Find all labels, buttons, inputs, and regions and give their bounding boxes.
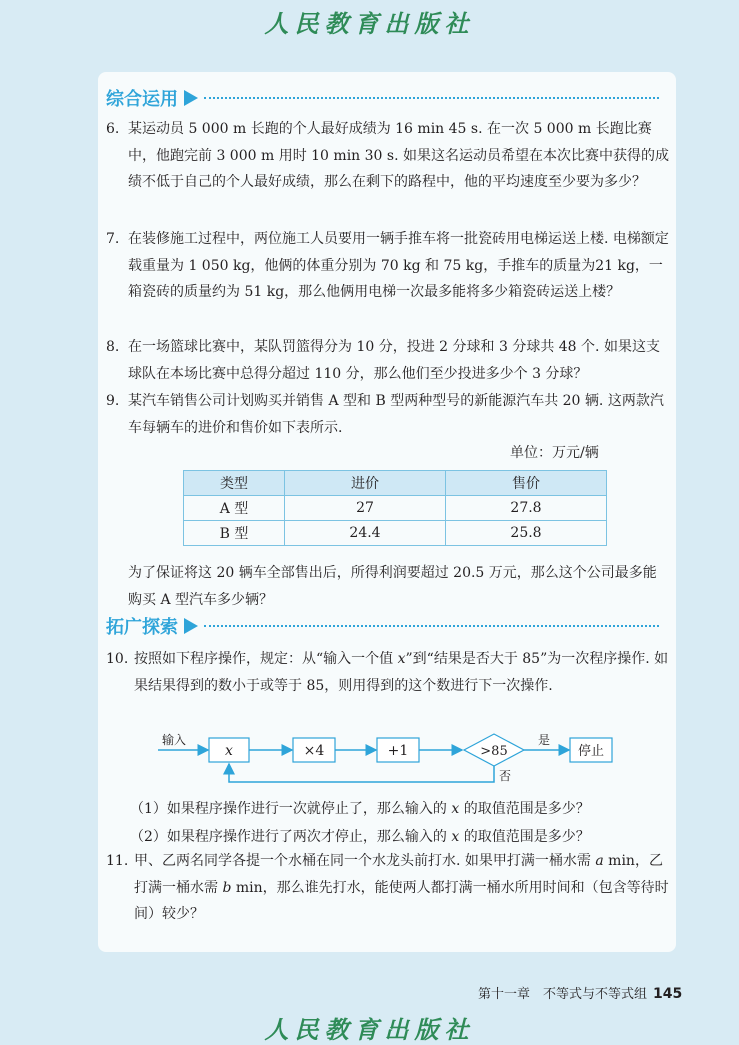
question-8 — [106, 334, 670, 387]
flow-input-label: 输入 — [162, 733, 187, 747]
question-number: 9. — [106, 393, 120, 409]
question-10-part-2 — [130, 826, 590, 846]
dotted-divider — [204, 625, 659, 627]
variable-x: x — [451, 829, 460, 845]
question-number: 11. — [106, 853, 129, 869]
publisher-logo-top: 人民教育出版社 — [264, 9, 475, 38]
section-heading-comprehensive — [106, 86, 659, 110]
table-cell: 27 — [285, 496, 446, 521]
question-text-part: ”到“结果是否大于 85”为一次程序操作. 如果结果得到的数小于或等于 85，则用得到的这个数进行下一次操作. — [134, 651, 669, 694]
variable-x: x — [397, 651, 406, 667]
flow-no-label: 否 — [499, 769, 512, 783]
table-unit-label: 单位：万元/辆 — [510, 445, 599, 461]
question-9 — [106, 388, 670, 441]
question-number: 7. — [106, 231, 120, 247]
sub-question-text: 的取值范围是多少？ — [459, 829, 590, 845]
table-header-cell: 售价 — [446, 471, 607, 496]
question-text-part: min，乙打满一桶水需 — [134, 853, 663, 896]
question-text — [134, 848, 670, 928]
table-cell: B 型 — [184, 521, 285, 546]
question-10-part-1 — [130, 798, 590, 818]
flow-box-multiply-text: ×4 — [303, 743, 325, 759]
question-number: 6. — [106, 121, 120, 137]
question-7 — [106, 226, 670, 306]
table-header-row — [184, 471, 607, 496]
variable-x: x — [451, 801, 460, 817]
table-header-cell: 进价 — [285, 471, 446, 496]
section-heading-label: 综合运用 — [106, 89, 178, 110]
question-10 — [106, 646, 670, 699]
page-number: 145 — [653, 986, 683, 1002]
question-text — [134, 646, 670, 699]
question-number: 10. — [106, 651, 129, 667]
publisher-logo-bottom: 人民教育出版社 — [264, 1015, 475, 1044]
question-text: 某汽车销售公司计划购买并销售 A 型和 B 型两种型号的新能源汽车共 20 辆. 这两款汽车每辆车的进价和售价如下表所示. — [128, 393, 664, 436]
section-heading-label: 拓广探索 — [106, 617, 178, 638]
price-table — [183, 470, 607, 546]
chapter-title: 第十一章 不等式与不等式组 — [478, 987, 648, 1002]
question-text: 某运动员 5 000 m 长跑的个人最好成绩为 16 min 45 s. 在一次 5 000 m 长跑比赛中，他跑完前 3 000 m 用时 10 min 30 s. 如果这名运动员希望在本次比赛中获得的成绩不低于自己的个人最好成绩，那么在剩下的路程中，他的平均速度至少要为多少？ — [128, 121, 669, 190]
question-6 — [106, 116, 670, 196]
question-11 — [106, 848, 670, 928]
table-row — [184, 521, 607, 546]
variable-a: a — [595, 853, 604, 869]
question-text: 在一场篮球比赛中，某队罚篮得分为 10 分，投进 2 分球和 3 分球共 48 个. 如果这支球队在本场比赛中总得分超过 110 分，那么他们至少投进多少个 3 分球？ — [128, 339, 660, 382]
question-text-part: 按照如下程序操作，规定：从“输入一个值 — [134, 651, 398, 667]
section-heading-extension — [106, 614, 659, 638]
page-footer — [478, 983, 682, 1002]
flow-box-add-text: +1 — [387, 743, 409, 759]
table-row — [184, 496, 607, 521]
table-cell: 27.8 — [446, 496, 607, 521]
table-cell: 25.8 — [446, 521, 607, 546]
sub-question-text: （1）如果程序操作进行一次就停止了，那么输入的 — [130, 801, 452, 817]
sub-question-text: （2）如果程序操作进行了两次才停止，那么输入的 — [130, 829, 452, 845]
triangle-icon — [184, 618, 198, 634]
table-cell: A 型 — [184, 496, 285, 521]
triangle-icon — [184, 90, 198, 106]
flow-box-stop-text: 停止 — [577, 744, 605, 759]
question-text: 在装修施工过程中，两位施工人员要用一辆手推车将一批瓷砖用电梯运送上楼. 电梯额定载重量为 1 050 kg，他俩的体重分别为 70 kg 和 75 kg，手推车的质量为21 kg，一箱瓷砖的质量约为 51 kg，那么他俩用电梯一次最多能将多少箱瓷砖运送上楼？ — [128, 231, 669, 300]
flow-decision-text: >85 — [480, 744, 508, 759]
flow-box-input-text: x — [225, 743, 233, 759]
dotted-divider — [204, 97, 659, 99]
program-flowchart — [154, 730, 624, 788]
question-text-part: min，那么谁先打水，能使两人都打满一桶水所用时间和（包含等待时间）较少？ — [134, 879, 669, 922]
question-9-continued — [128, 560, 670, 613]
question-text-part: 甲、乙两名同学各提一个水桶在同一个水龙头前打水. 如果甲打满一桶水需 — [134, 853, 596, 869]
table-header-cell: 类型 — [184, 471, 285, 496]
question-number: 8. — [106, 339, 120, 355]
flow-yes-label: 是 — [538, 733, 551, 747]
sub-question-text: 的取值范围是多少？ — [459, 801, 590, 817]
table-cell: 24.4 — [285, 521, 446, 546]
question-text: 为了保证将这 20 辆车全部售出后，所得利润要超过 20.5 万元，那么这个公司最多能购买 A 型汽车多少辆？ — [128, 565, 657, 608]
flow-loop-back-arrow — [229, 764, 494, 782]
variable-b: b — [222, 879, 232, 896]
